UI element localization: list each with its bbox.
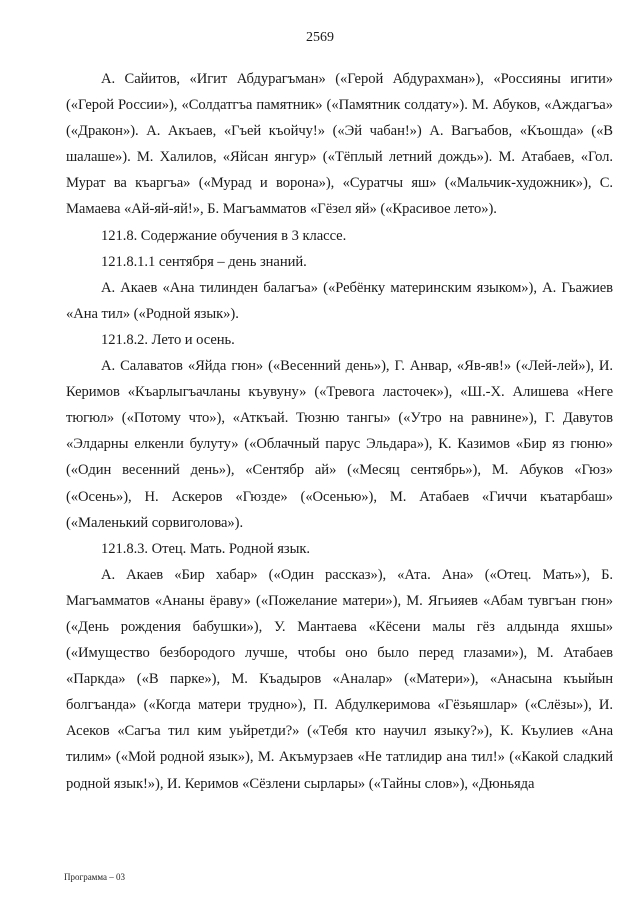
section-heading-knowledge-day: 121.8.1.1 сентября – день знаний. bbox=[101, 253, 307, 270]
document-body bbox=[66, 66, 613, 797]
section-heading-3rd-grade: 121.8. Содержание обучения в 3 классе. bbox=[101, 227, 347, 244]
page-footer: Программа – 03 bbox=[64, 872, 126, 882]
section-heading-summer-autumn: 121.8.2. Лето и осень. bbox=[101, 331, 235, 348]
paragraph-summer-autumn-works: А. Салаватов «Яйда гюн» («Весенний день»), Г. Анвар, «Яв-яв!» («Лей-лей»), И. Керимов «Къарлыгъачланы къувуну» («Тревога ласточек»), «Ш.-Х. Алишева «Неге тюгюл» («Потому что»), «Аткъай. Тюзню тангы» («Утро на равнине»), Г. Давутов «Элдарны елкенли булуту» («Облачный парус Эльдара»), К. Казимов «Бир яз гюню» («Один весенний день»), «Сентябр ай» («Месяц сентябрь»), М. Абуков «Гюз» («Осень»), Н. Аскеров «Гюзде» («Осенью»), М. Атабаев «Гиччи къатарбаш» («Маленький сорвиголова»). bbox=[66, 358, 613, 531]
page-number: 2569 bbox=[306, 30, 334, 45]
section-heading-father-mother: 121.8.3. Отец. Мать. Родной язык. bbox=[101, 540, 310, 557]
paragraph-native-language: А. Акаев «Ана тилинден балагъа» («Ребёнку материнским языком»), А. Гьажиев «Ана тил» («Родной язык»). bbox=[66, 279, 613, 322]
paragraph-father-mother-works: А. Акаев «Бир хабар» («Один рассказ»), «Ата. Ана» («Отец. Мать»), Б. Магъамматов «Ананы ёраву» («Пожелание матери»), М. Ягьияев «Абам тувгъан гюн» («День рождения бабушки»), У. Мантаева «Кёсени малы гёз алдында яхшы» («Имущество безбородого лучше, чтобы оно было перед глазами»), М. Атабаев «Паркда» («В парке»), М. Къадыров «Аналар» («Матери»), «Анасына къыйын болгъанда» («Когда матери трудно»), П. Абдулкеримова «Гёзьяшлар» («Слёзы»), И. Асеков «Сагъа тил ким уьйретди?» («Тебя кто научил языку?»), К. Къулиев «Ана тилим» («Мой родной язык»), М. Акъмурзаев «Не татлидир ана тил!» («Какой сладкий родной язык!»), И. Керимов «Сёзлени сырлары» («Тайны слов»), «Дюньяда bbox=[66, 566, 613, 792]
paragraph-authors-list: А. Сайитов, «Игит Абдурагъман» («Герой Абдурахман»), «Россияны игити» («Герой России»), «Солдатгъа памятник» («Памятник солдату»). М. Абуков, «Аждагъа» («Дракон»). А. Акъаев, «Гъей къойчу!» («Эй чабан!») А. Вагъабов, «Къошда» («В шалаше»). М. Халилов, «Яйсан янгур» («Тёплый летний дождь»). М. Атабаев, «Гол. Мурат ва къаргъа» («Мурад и ворона»), «Суратчы яш» («Мальчик-художник»), С. Мамаева «Ай-яй-яй!», Б. Магъамматов «Гёзел яй» («Красивое лето»). bbox=[66, 71, 613, 218]
